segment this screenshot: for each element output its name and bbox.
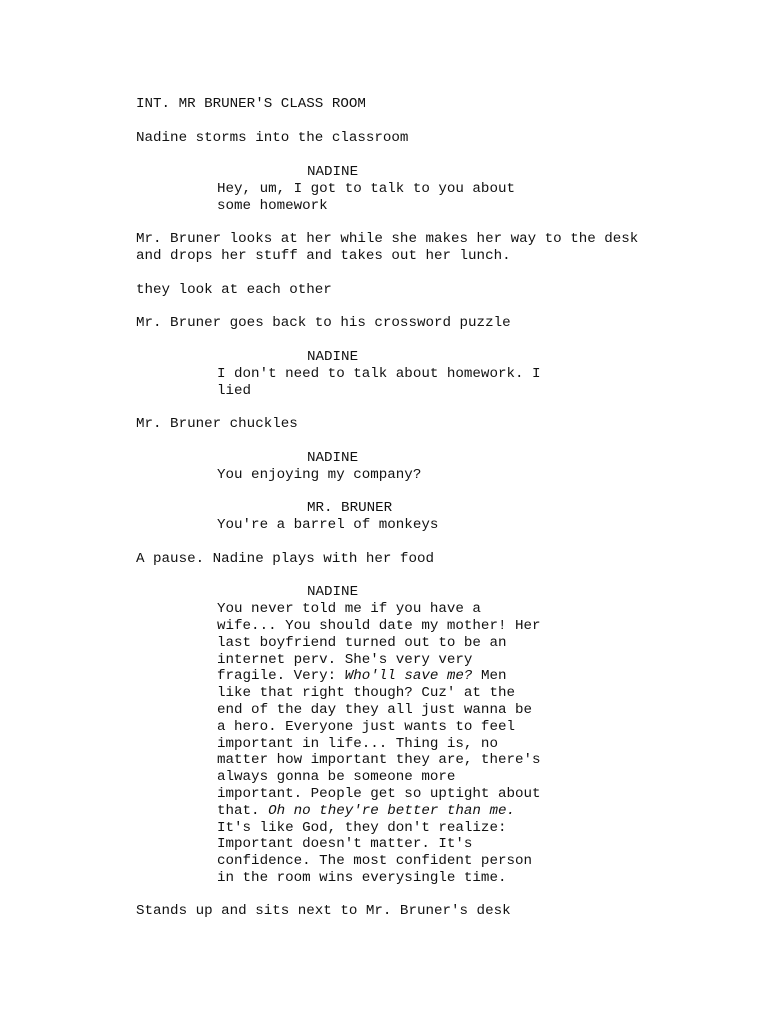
dialogue-line: You enjoying my company? <box>217 467 422 483</box>
dialogue-line: some homework <box>217 198 328 214</box>
character-name: MR. BRUNER <box>307 500 393 516</box>
dialogue-line: internet perv. She's very very <box>217 652 473 668</box>
dialogue-text: fragile. Very: <box>217 668 345 684</box>
action-line: Mr. Bruner chuckles <box>136 416 298 432</box>
dialogue-line: important in life... Thing is, no <box>217 736 498 752</box>
action-line: Mr. Bruner looks at her while she makes her way to the desk <box>136 231 639 247</box>
dialogue-line: Hey, um, I got to talk to you about <box>217 181 515 197</box>
dialogue-italic-text: Who'll save me? <box>344 668 473 684</box>
dialogue-line: always gonna be someone more <box>217 769 456 785</box>
dialogue-line: matter how important they are, there's <box>217 752 541 768</box>
dialogue-line: in the room wins everysingle time. <box>217 870 507 886</box>
character-name: NADINE <box>307 450 359 466</box>
dialogue-line: important. People get so uptight about <box>217 786 541 802</box>
dialogue-line: You never told me if you have a <box>217 601 481 617</box>
character-name: NADINE <box>307 164 359 180</box>
dialogue-line: like that right though? Cuz' at the <box>217 685 515 701</box>
dialogue-line: a hero. Everyone just wants to feel <box>217 719 515 735</box>
dialogue-line: You're a barrel of monkeys <box>217 517 439 533</box>
dialogue-line: wife... You should date my mother! Her <box>217 618 541 634</box>
character-name: NADINE <box>307 584 359 600</box>
character-name: NADINE <box>307 349 359 365</box>
scene-heading: INT. MR BRUNER'S CLASS ROOM <box>136 96 366 112</box>
dialogue-line: end of the day they all just wanna be <box>217 702 533 718</box>
action-line: Mr. Bruner goes back to his crossword puzzle <box>136 315 511 331</box>
dialogue-text: that. <box>217 803 269 819</box>
action-line: Nadine storms into the classroom <box>136 130 409 146</box>
dialogue-line: last boyfriend turned out to be an <box>217 635 507 651</box>
dialogue-text: Men <box>472 668 507 684</box>
dialogue-line <box>217 803 515 820</box>
dialogue-line: I don't need to talk about homework. I <box>217 366 541 382</box>
dialogue-line: lied <box>217 383 252 399</box>
dialogue-line: confidence. The most confident person <box>217 853 533 869</box>
action-line: Stands up and sits next to Mr. Bruner's desk <box>136 903 511 919</box>
action-line: they look at each other <box>136 282 332 298</box>
action-line: and drops her stuff and takes out her lunch. <box>136 248 511 264</box>
dialogue-line: Important doesn't matter. It's <box>217 836 473 852</box>
dialogue-italic-text: Oh no they're better than me. <box>268 803 515 819</box>
dialogue-line <box>217 668 507 685</box>
action-line: A pause. Nadine plays with her food <box>136 551 434 567</box>
dialogue-line: It's like God, they don't realize: <box>217 820 507 836</box>
